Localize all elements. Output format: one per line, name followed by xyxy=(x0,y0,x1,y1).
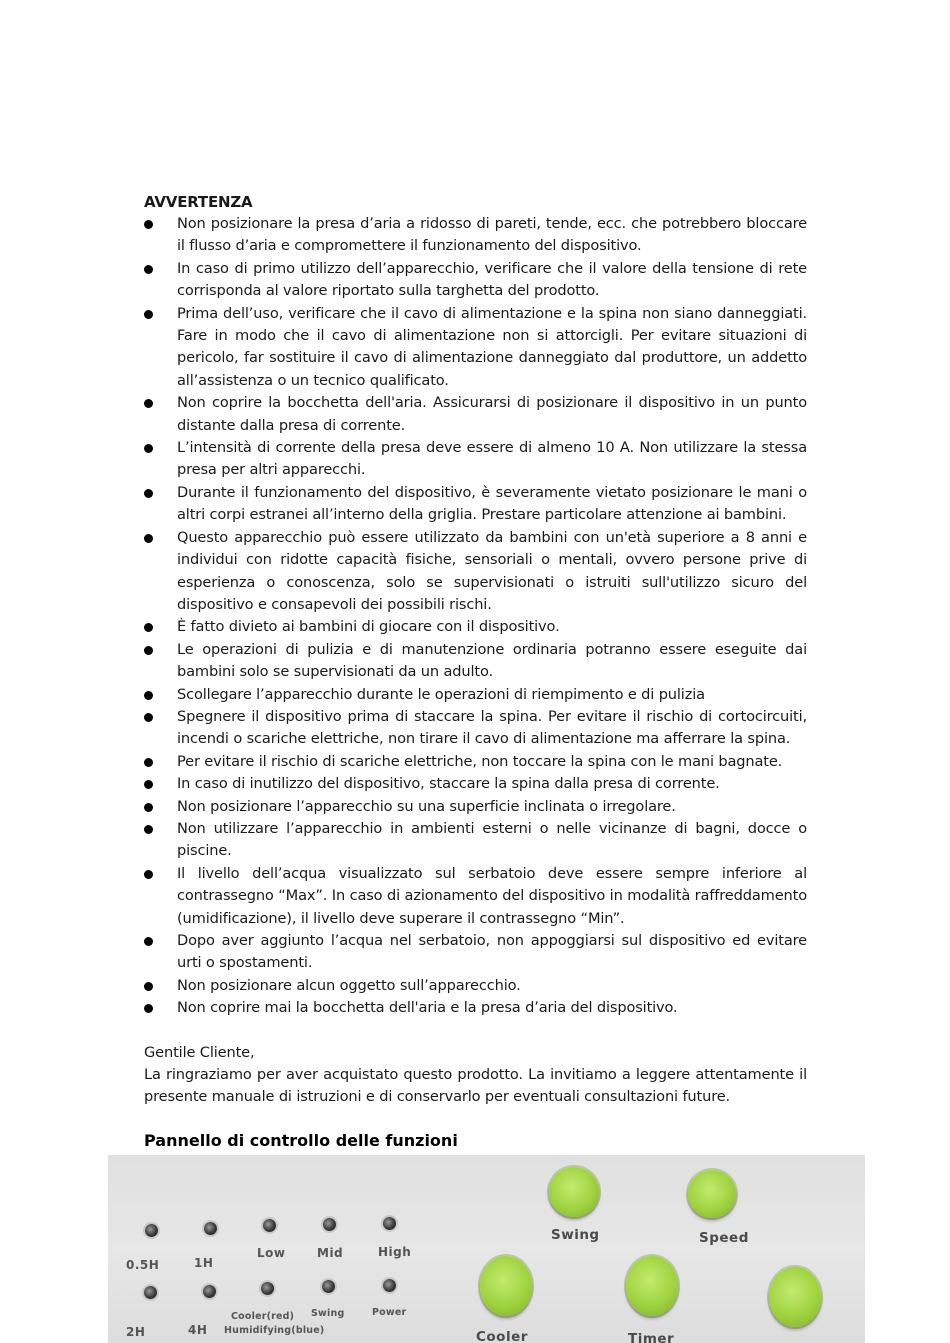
led-power xyxy=(383,1279,396,1292)
warning-item xyxy=(144,303,807,393)
warning-item xyxy=(144,639,807,684)
warning-text: In caso di inutilizzo del dispositivo, staccare la spina dalla presa di corrente. xyxy=(177,775,720,793)
led-swing xyxy=(322,1280,335,1293)
warning-item xyxy=(144,997,807,1019)
bullet-icon xyxy=(144,534,153,543)
bullet-icon xyxy=(144,265,153,274)
led-0-5h xyxy=(145,1224,158,1237)
warning-item xyxy=(144,482,807,527)
label-0-5h: 0.5H xyxy=(126,1258,160,1272)
bullet-icon xyxy=(144,758,153,767)
led-low xyxy=(263,1219,276,1232)
label-1h: 1H xyxy=(194,1256,214,1270)
warning-text: Spegnere il dispositivo prima di staccare la spina. Per evitare il rischio di cortocircuiti, incendi o scariche elettriche, non tirare il cavo di alimentazione ma afferrare la spina. xyxy=(177,707,807,748)
bullet-icon xyxy=(144,623,153,632)
bullet-icon xyxy=(144,1004,153,1013)
warning-text: È fatto divieto ai bambini di giocare con il dispositivo. xyxy=(177,618,560,636)
bullet-icon xyxy=(144,825,153,834)
warning-item xyxy=(144,213,807,258)
cooler-button[interactable] xyxy=(480,1256,532,1316)
warning-item xyxy=(144,930,807,975)
warning-item xyxy=(144,706,807,751)
warning-text: Il livello dell’acqua visualizzato sul serbatoio deve essere sempre inferiore al contrassegno “Max”. In caso di azionamento del dispositivo in modalità raffreddamento (umidificazione), il livello deve superare il contrassegno “Min”. xyxy=(177,864,807,927)
warning-text: L’intensità di corrente della presa deve essere di almeno 10 A. Non utilizzare la stessa presa per altri apparecchi. xyxy=(177,439,807,479)
label-power-led: Power xyxy=(372,1307,407,1318)
warning-text: Questo apparecchio può essere utilizzato da bambini con un'età superiore a 8 anni e individui con ridotte capacità fisiche, sensoriali o mentali, ovvero persone prive di esperienza o conoscenza, solo se supervisionati o istruiti sull'utilizzo sicuro del dispositivo e consapevoli dei possibili rischi. xyxy=(177,528,807,613)
warning-item xyxy=(144,527,807,617)
warning-item xyxy=(144,975,807,997)
warning-text: Le operazioni di pulizia e di manutenzione ordinaria potranno essere eseguite dai bambini solo se supervisionati da un adulto. xyxy=(177,640,807,681)
intro-section xyxy=(144,1042,807,1109)
panel-title: Pannello di controllo delle funzioni xyxy=(144,1131,458,1150)
warning-item xyxy=(144,751,807,773)
label-swing-led: Swing xyxy=(311,1308,345,1319)
bullet-icon xyxy=(144,870,153,879)
timer-button[interactable] xyxy=(626,1256,678,1316)
label-mid: Mid xyxy=(317,1246,344,1260)
intro-text: La ringraziamo per aver acquistato questo prodotto. La invitiamo a leggere attentamente il presente manuale di istruzioni e di conservarlo per eventuali consultazioni future. xyxy=(144,1066,807,1106)
control-panel-photo xyxy=(108,1155,865,1343)
led-cooler xyxy=(261,1282,274,1295)
label-high: High xyxy=(378,1245,412,1259)
led-2h xyxy=(144,1286,157,1299)
bullet-icon xyxy=(144,803,153,812)
bullet-icon xyxy=(144,444,153,453)
warning-item xyxy=(144,818,807,863)
swing-button[interactable] xyxy=(549,1167,599,1217)
label-timer-button: Timer xyxy=(628,1331,675,1343)
warning-text: Dopo aver aggiunto l’acqua nel serbatoio, non appoggiarsi sul dispositivo ed evitare urti o spostamenti. xyxy=(177,932,807,972)
bullet-icon xyxy=(144,691,153,700)
speed-button[interactable] xyxy=(688,1170,736,1218)
bullet-icon xyxy=(144,489,153,498)
warning-text: In caso di primo utilizzo dell’apparecchio, verificare che il valore della tensione di rete corrisponda al valore riportato sulla targhetta del prodotto. xyxy=(177,259,807,300)
warning-item xyxy=(144,258,807,303)
label-swing-button: Swing xyxy=(551,1227,600,1243)
warning-heading: AVVERTENZA xyxy=(144,193,253,211)
bullet-icon xyxy=(144,399,153,408)
label-4h: 4H xyxy=(188,1323,208,1337)
bullet-icon xyxy=(144,646,153,655)
label-speed-button: Speed xyxy=(699,1230,749,1246)
warning-text: Durante il funzionamento del dispositivo, è severamente vietato posizionare le mani o altri corpi estranei all’interno della griglia. Prestare particolare attenzione ai bambini. xyxy=(177,483,807,524)
led-1h xyxy=(204,1222,217,1235)
warning-text: Non coprire la bocchetta dell'aria. Assicurarsi di posizionare il dispositivo in un punto distante dalla presa di corrente. xyxy=(177,394,807,434)
label-humidifying-blue: Humidifying(blue) xyxy=(224,1325,325,1336)
warning-text: Non posizionare alcun oggetto sull’apparecchio. xyxy=(177,976,521,994)
warning-item xyxy=(144,684,807,706)
led-mid xyxy=(323,1218,336,1231)
bullet-icon xyxy=(144,310,153,319)
label-low: Low xyxy=(257,1246,286,1260)
warning-text: Non coprire mai la bocchetta dell'aria e la presa d’aria del dispositivo. xyxy=(177,999,678,1017)
bullet-icon xyxy=(144,982,153,991)
warning-item xyxy=(144,392,807,437)
warning-item xyxy=(144,616,807,638)
bullet-icon xyxy=(144,937,153,946)
warning-text: Non posizionare l’apparecchio su una superficie inclinata o irregolare. xyxy=(177,797,676,815)
warning-item xyxy=(144,773,807,795)
warning-item xyxy=(144,437,807,482)
label-2h: 2H xyxy=(126,1325,146,1339)
power-button[interactable] xyxy=(769,1267,821,1327)
label-cooler-red: Cooler(red) xyxy=(231,1311,295,1322)
label-cooler-button: Cooler xyxy=(476,1329,528,1343)
bullet-icon xyxy=(144,713,153,722)
warning-text: Per evitare il rischio di scariche elettriche, non toccare la spina con le mani bagnate. xyxy=(177,752,783,770)
greeting: Gentile Cliente, xyxy=(144,1043,255,1061)
warning-item xyxy=(144,863,807,930)
warning-text: Prima dell’uso, verificare che il cavo di alimentazione e la spina non siano danneggiati. Fare in modo che il cavo di alimentazione non si attorcigli. Per evitare situazioni di pericolo, far sostituire il cavo di alimentazione danneggiato dal produttore, un addetto all’assistenza o un tecnico qualificato. xyxy=(177,304,807,389)
document-body xyxy=(144,191,807,1109)
warning-text: Scollegare l’apparecchio durante le operazioni di riempimento e di pulizia xyxy=(177,685,705,703)
warning-text: Non posizionare la presa d’aria a ridosso di pareti, tende, ecc. che potrebbero bloccare il flusso d’aria e compromettere il funzionamento del dispositivo. xyxy=(177,215,807,255)
warning-text: Non utilizzare l’apparecchio in ambienti esterni o nelle vicinanze di bagni, docce o piscine. xyxy=(177,819,807,860)
led-high xyxy=(383,1217,396,1230)
bullet-icon xyxy=(144,220,153,229)
bullet-icon xyxy=(144,780,153,789)
led-4h xyxy=(203,1285,216,1298)
warning-list xyxy=(144,213,807,1020)
warning-item xyxy=(144,796,807,818)
